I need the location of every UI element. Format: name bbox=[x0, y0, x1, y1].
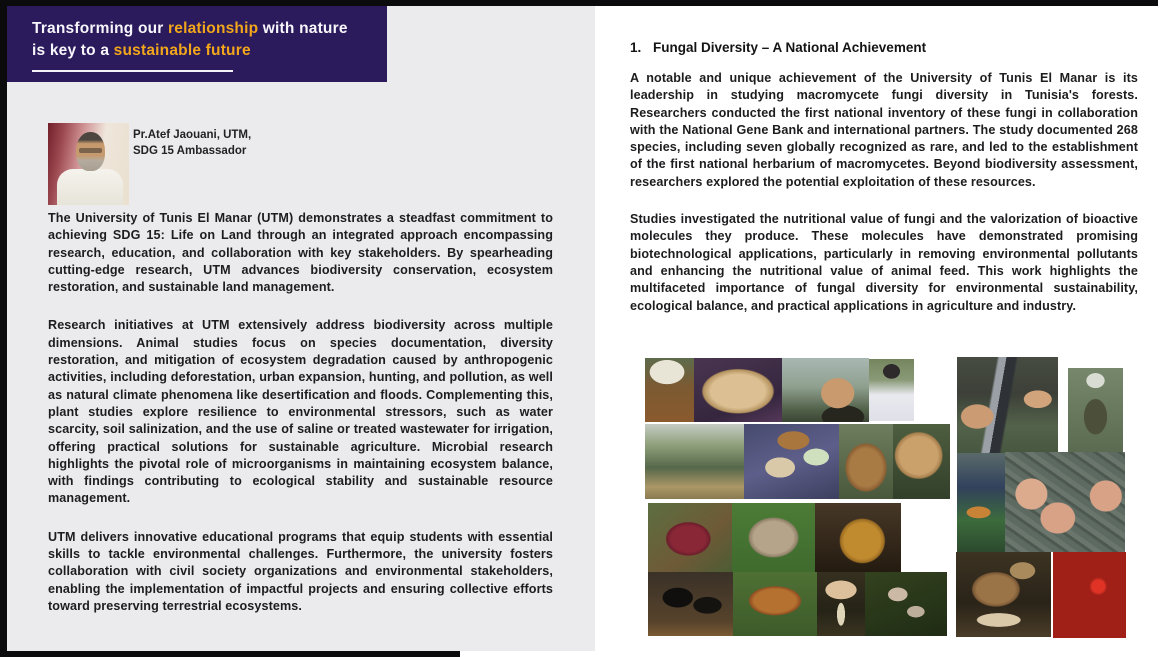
ambassador-caption-line-2: SDG 15 Ambassador bbox=[133, 145, 247, 157]
research-paragraph: Research initiatives at UTM extensively address biodiversity across multiple dimensions. Animal studies focus on species documentation, diversity restoration, and mitigation of ecosystem degradation caused by anthropogenic activities, including deforestation, urban expansion, hunting, and pollution, as well as natural climate phenomena like desertification and floods. Complementing this, plant studies explore resilience to environmental stressors, such as water scarcity, soil salinization, and the use of saline or treated wastewater for irrigation, offering practical solutions for sustainable agriculture. Microbial research highlights the pivotal role of microorganisms in maintaining ecosystem balance, with findings contributing to ecological stability and sustainable resource management. bbox=[48, 318, 553, 506]
photo-yellow-chanterelle bbox=[815, 503, 901, 572]
ambassador-photo bbox=[48, 123, 129, 205]
photo-white-parasol-mushroom bbox=[645, 358, 694, 422]
headline-banner bbox=[7, 6, 387, 82]
education-paragraph: UTM delivers innovative educational programs that equip students with essential skills to tackle environmental challenges. Furthermore, the university fosters collaboration with civil society organizations and environmental stakeholders, enabling the implementation of impactful projects and ensuring collective efforts toward preserving terrestrial ecosystems. bbox=[48, 529, 553, 613]
photo-milkcaps-on-needles bbox=[1005, 452, 1125, 552]
photo-researcher-with-mushroom bbox=[782, 358, 869, 422]
page-edge-left bbox=[0, 0, 7, 657]
photo-cracked-cap-mushroom bbox=[732, 503, 815, 572]
left-column-body bbox=[48, 210, 553, 636]
ambassador-caption bbox=[133, 127, 251, 159]
photo-orange-milkcaps bbox=[733, 572, 817, 636]
headline-seg-sustainable: sustainable future bbox=[113, 42, 251, 59]
ambassador-caption-line-1: Pr.Atef Jaouani, UTM, bbox=[133, 129, 252, 141]
headline-line-2 bbox=[32, 40, 387, 62]
photo-pale-mushroom bbox=[817, 572, 865, 636]
photo-labcoat-researcher bbox=[869, 359, 914, 421]
fungi-photo-collage bbox=[645, 357, 1126, 638]
fungal-applications-paragraph: Studies investigated the nutritional value of fungi and the valorization of bioactive molecules they produce. These molecules have demonstrated promising biotechnological applications, particularly in removing environmental pollutants and enhancing the nutritional value of animal feed. This work highlights the multifaceted importance of fungal diversity for environmental sustainability, ecological balance, and practical applications in agriculture and industry. bbox=[630, 212, 1138, 313]
section-number: 1. bbox=[630, 40, 642, 55]
page-edge-bottom bbox=[0, 651, 460, 657]
photo-brown-mushrooms bbox=[956, 552, 1051, 637]
headline-text bbox=[32, 18, 387, 62]
headline-seg-relationship: relationship bbox=[168, 20, 259, 37]
fungal-intro-paragraph: A notable and unique achievement of the University of Tunis El Manar is its leadership in studying macromycete fungi diversity in Tunisia's forests. Researchers conducted the first national inventory of these fungi in collaboration with the National Gene Bank and international partners. The study documented 268 species, including seven globally recognized as rare, and led to the establishment of the first national herbarium of macromycetes. Beyond biodiversity assessment, researchers explored the potential exploitation of these resources. bbox=[630, 71, 1138, 189]
photo-coral-fungus bbox=[694, 358, 782, 422]
headline-seg-4: is key to a bbox=[32, 42, 114, 59]
headline-underline bbox=[32, 70, 233, 72]
photo-red-mushroom bbox=[648, 503, 732, 572]
photo-honey-mushroom-cluster bbox=[839, 424, 893, 499]
photo-black-trumpet-fungi bbox=[648, 572, 733, 636]
photo-caliper-measurement bbox=[957, 357, 1058, 453]
ambassador-glasses bbox=[79, 148, 102, 153]
ambassador-shirt bbox=[57, 169, 123, 205]
photo-scarlet-cup-fungus bbox=[1053, 552, 1126, 638]
photo-mushroom-cap-top-view bbox=[893, 424, 950, 499]
headline-seg-1: Transforming our bbox=[32, 20, 169, 37]
photo-moss-small-mushrooms bbox=[865, 572, 947, 636]
headline-line-1 bbox=[32, 18, 387, 40]
photo-field-team-forest bbox=[645, 424, 744, 499]
photo-hooded-forager bbox=[1068, 368, 1123, 452]
section-title: Fungal Diversity – A National Achievement bbox=[653, 40, 927, 55]
headline-seg-3: with nature bbox=[258, 20, 348, 37]
section-heading bbox=[630, 40, 926, 55]
right-column-body bbox=[630, 70, 1138, 335]
photo-collector-with-crate bbox=[957, 453, 1005, 552]
photo-hands-with-mushrooms bbox=[744, 424, 839, 499]
intro-paragraph: The University of Tunis El Manar (UTM) demonstrates a steadfast commitment to achieving SDG 15: Life on Land through an integrated approach encompassing research, education, and collaboration with key stakeholders. By spearheading cutting-edge research, UTM advances biodiversity conservation, ecosystem restoration, and sustainable land management. bbox=[48, 211, 553, 295]
